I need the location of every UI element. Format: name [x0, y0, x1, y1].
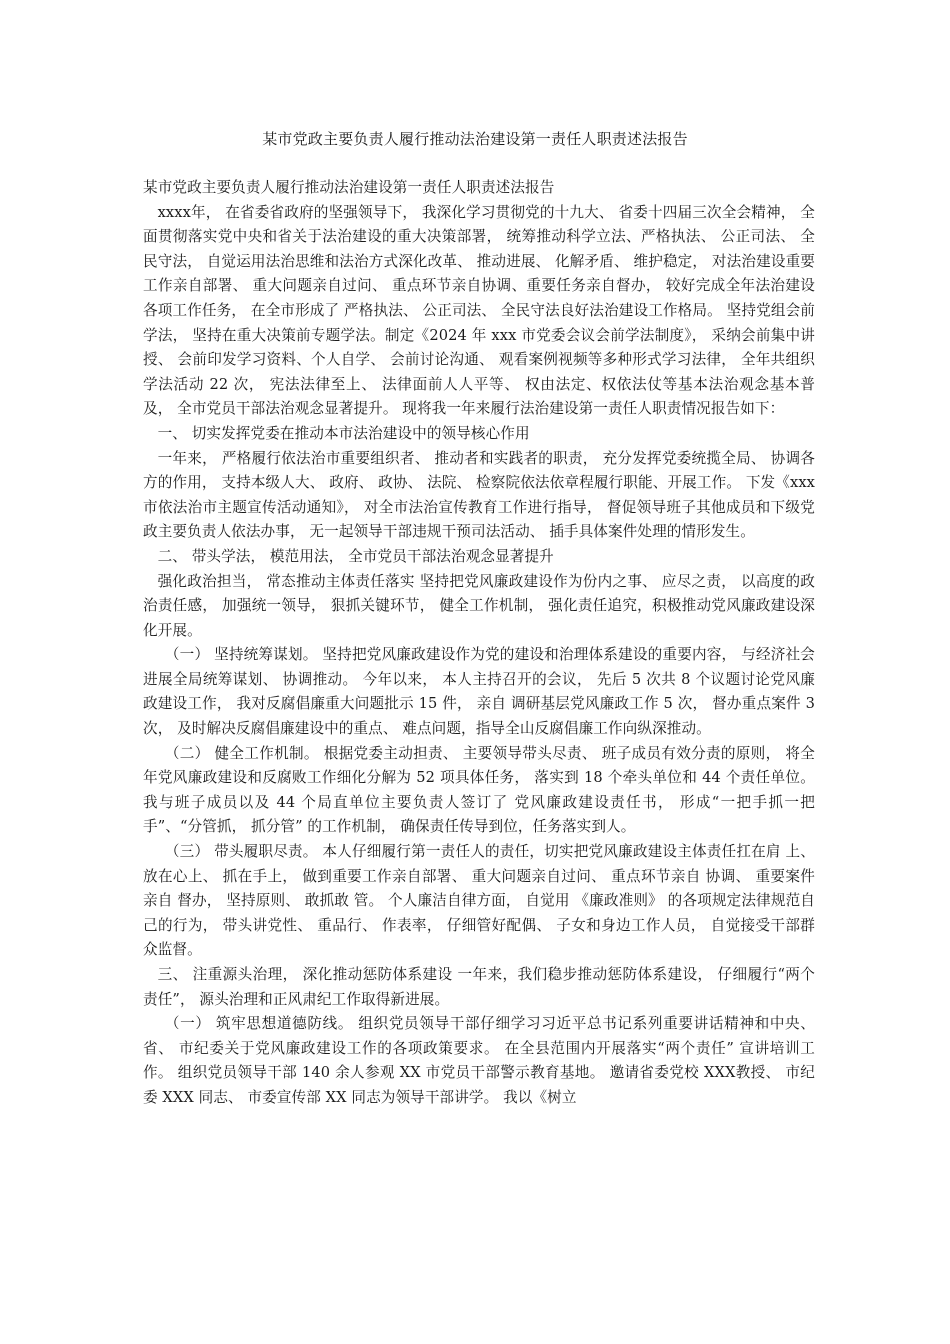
subsection-2-1: （一） 坚持统筹谋划。 坚持把党风廉政建设作为党的建设和治理体系建设的重要内容， 与经济社会进展全局统筹谋划、 协调推动。 今年以来， 本人主持召开的会议， 先后 5 次共 8 个议题讨论党风廉政建设工作， 我对反腐倡廉重大问题批示 15 件， 亲自 调研基层党风廉政工作 5 次， 督办重点案件 3 次， 及时解决反腐倡廉建设中的重点、 难点问题，指导全山反腐倡廉工作向纵深推动。 — [143, 646, 815, 738]
body-heading: 某市党政主要负责人履行推动法治建设第一责任人职责述法报告 — [143, 179, 555, 196]
section-heading-1: 一、 切实发挥党委在推动本市法治建设中的领导核心作用 — [157, 424, 530, 442]
section-heading-2: 二、 带头学法， 模范用法， 全市党员干部法治观念显著提升 — [157, 547, 554, 565]
subsection-3-1: （一） 筑牢思想道德防线。 组织党员领导干部仔细学习习近平总书记系列重要讲话精神和中央、 省、 市纪委关于党风廉政建设工作的各项政策要求。 在全县范围内开展落实“两个责任” 宣讲培训工作。 组织党员领导干部 140 余人参观 XX 市党员干部警示教育基地。 邀请省委党校 XXX教授、 市纪委 XXX 同志、 市委宣传部 XX 同志为领导干部讲学。 我以《树立 — [143, 1015, 815, 1106]
section-2-paragraph: 强化政治担当， 常态推动主体责任落实 坚持把党风廉政建设作为份内之事、 应尽之责， 以高度的政治责任感， 加强统一领导， 狠抓关键环节， 健全工作机制， 强化责任追究，积极推动党风廉政建设深化开展。 — [143, 572, 815, 639]
intro-paragraph: xxxx年， 在省委省政府的坚强领导下， 我深化学习贯彻党的十九大、 省委十四届三次全会精神， 全面贯彻落实党中央和省关于法治建设的重大决策部署， 统筹推动科学立法、严格执法、 公正司法、 全民守法， 自觉运用法治思维和法治方式深化改革、 推动进展、 化解矛盾、 维护稳定， 对法治建设重要工作亲自部署、 重大问题亲自过问、 重点环节亲自协调、重要任务亲自督办， 较好完成全年法治建设各项工作任务， 在全市形成了 严格执法、 公正司法、 全民守法良好法治建设工作格局。 坚持党组会前学法， 坚持在重大决策前专题学法。制定《2024 年 xxx 市党委会议会前学法制度》， 采纳会前集中讲授、 会前印发学习资料、个人自学、 会前讨论沟通、 观看案例视频等多种形式学习法律， 全年共组织学法活动 22 次， 宪法法律至上、 法律面前人人平等、 权由法定、权依法仗等基本法治观念基本普及， 全市党员干部法治观念显著提升。 现将我一年来履行法治建设第一责任人职责情况报告如下： — [143, 203, 815, 418]
section-heading-3: 三、 注重源头治理， 深化推动惩防体系建设 一年来，我们稳步推动惩防体系建设， 仔细履行“两个责任”， 源头治理和正风肃纪工作取得新进展。 — [143, 966, 815, 1008]
subsection-2-2: （二） 健全工作机制。 根据党委主动担责、 主要领导带头尽责、 班子成员有效分责的原则， 将全年党风廉政建设和反腐败工作细化分解为 52 项具体任务， 落实到 18 个牵头单位和 44 个责任单位。 我与班子成员以及 44 个局直单位主要负责人签订了 党风廉政建设责任书， 形成“一把手抓一把手”、“分管抓， 抓分管” 的工作机制， 确保责任传导到位，任务落实到人。 — [143, 744, 815, 836]
section-1-paragraph: 一年来， 严格履行依法治市重要组织者、 推动者和实践者的职责， 充分发挥党委统揽全局、 协调各方的作用， 支持本级人大、 政府、 政协、 法院、 检察院依法依章程履行职能、开展工作。 下发《xxx 市依法治市主题宣传活动通知》， 对全市法治宣传教育工作进行指导， 督促领导班子其他成员和下级党政主要负责人依法办事， 无一起领导干部违规干预司法活动、 插手具体案件处理的情形发生。 — [143, 449, 815, 541]
document-body — [143, 176, 815, 1111]
document-title: 某市党政主要负责人履行推动法治建设第一责任人职责述法报告 — [262, 130, 688, 148]
subsection-2-3: （三） 带头履职尽责。 本人仔细履行第一责任人的责任，切实把党风廉政建设主体责任扛在肩 上、 放在心上、 抓在手上， 做到重要工作亲自部署、 重大问题亲自过问、 重点环节亲自 协调、 重要案件亲自 督办， 坚持原则、 敢抓敢 管。 个人廉洁自律方面， 自觉用 《廉政准则》 的各项规定法律规范自己的行为， 带头讲党性、 重品行、 作表率， 仔细管好配偶、 子女和身边工作人员， 自觉接受干部群众监督。 — [143, 843, 815, 959]
